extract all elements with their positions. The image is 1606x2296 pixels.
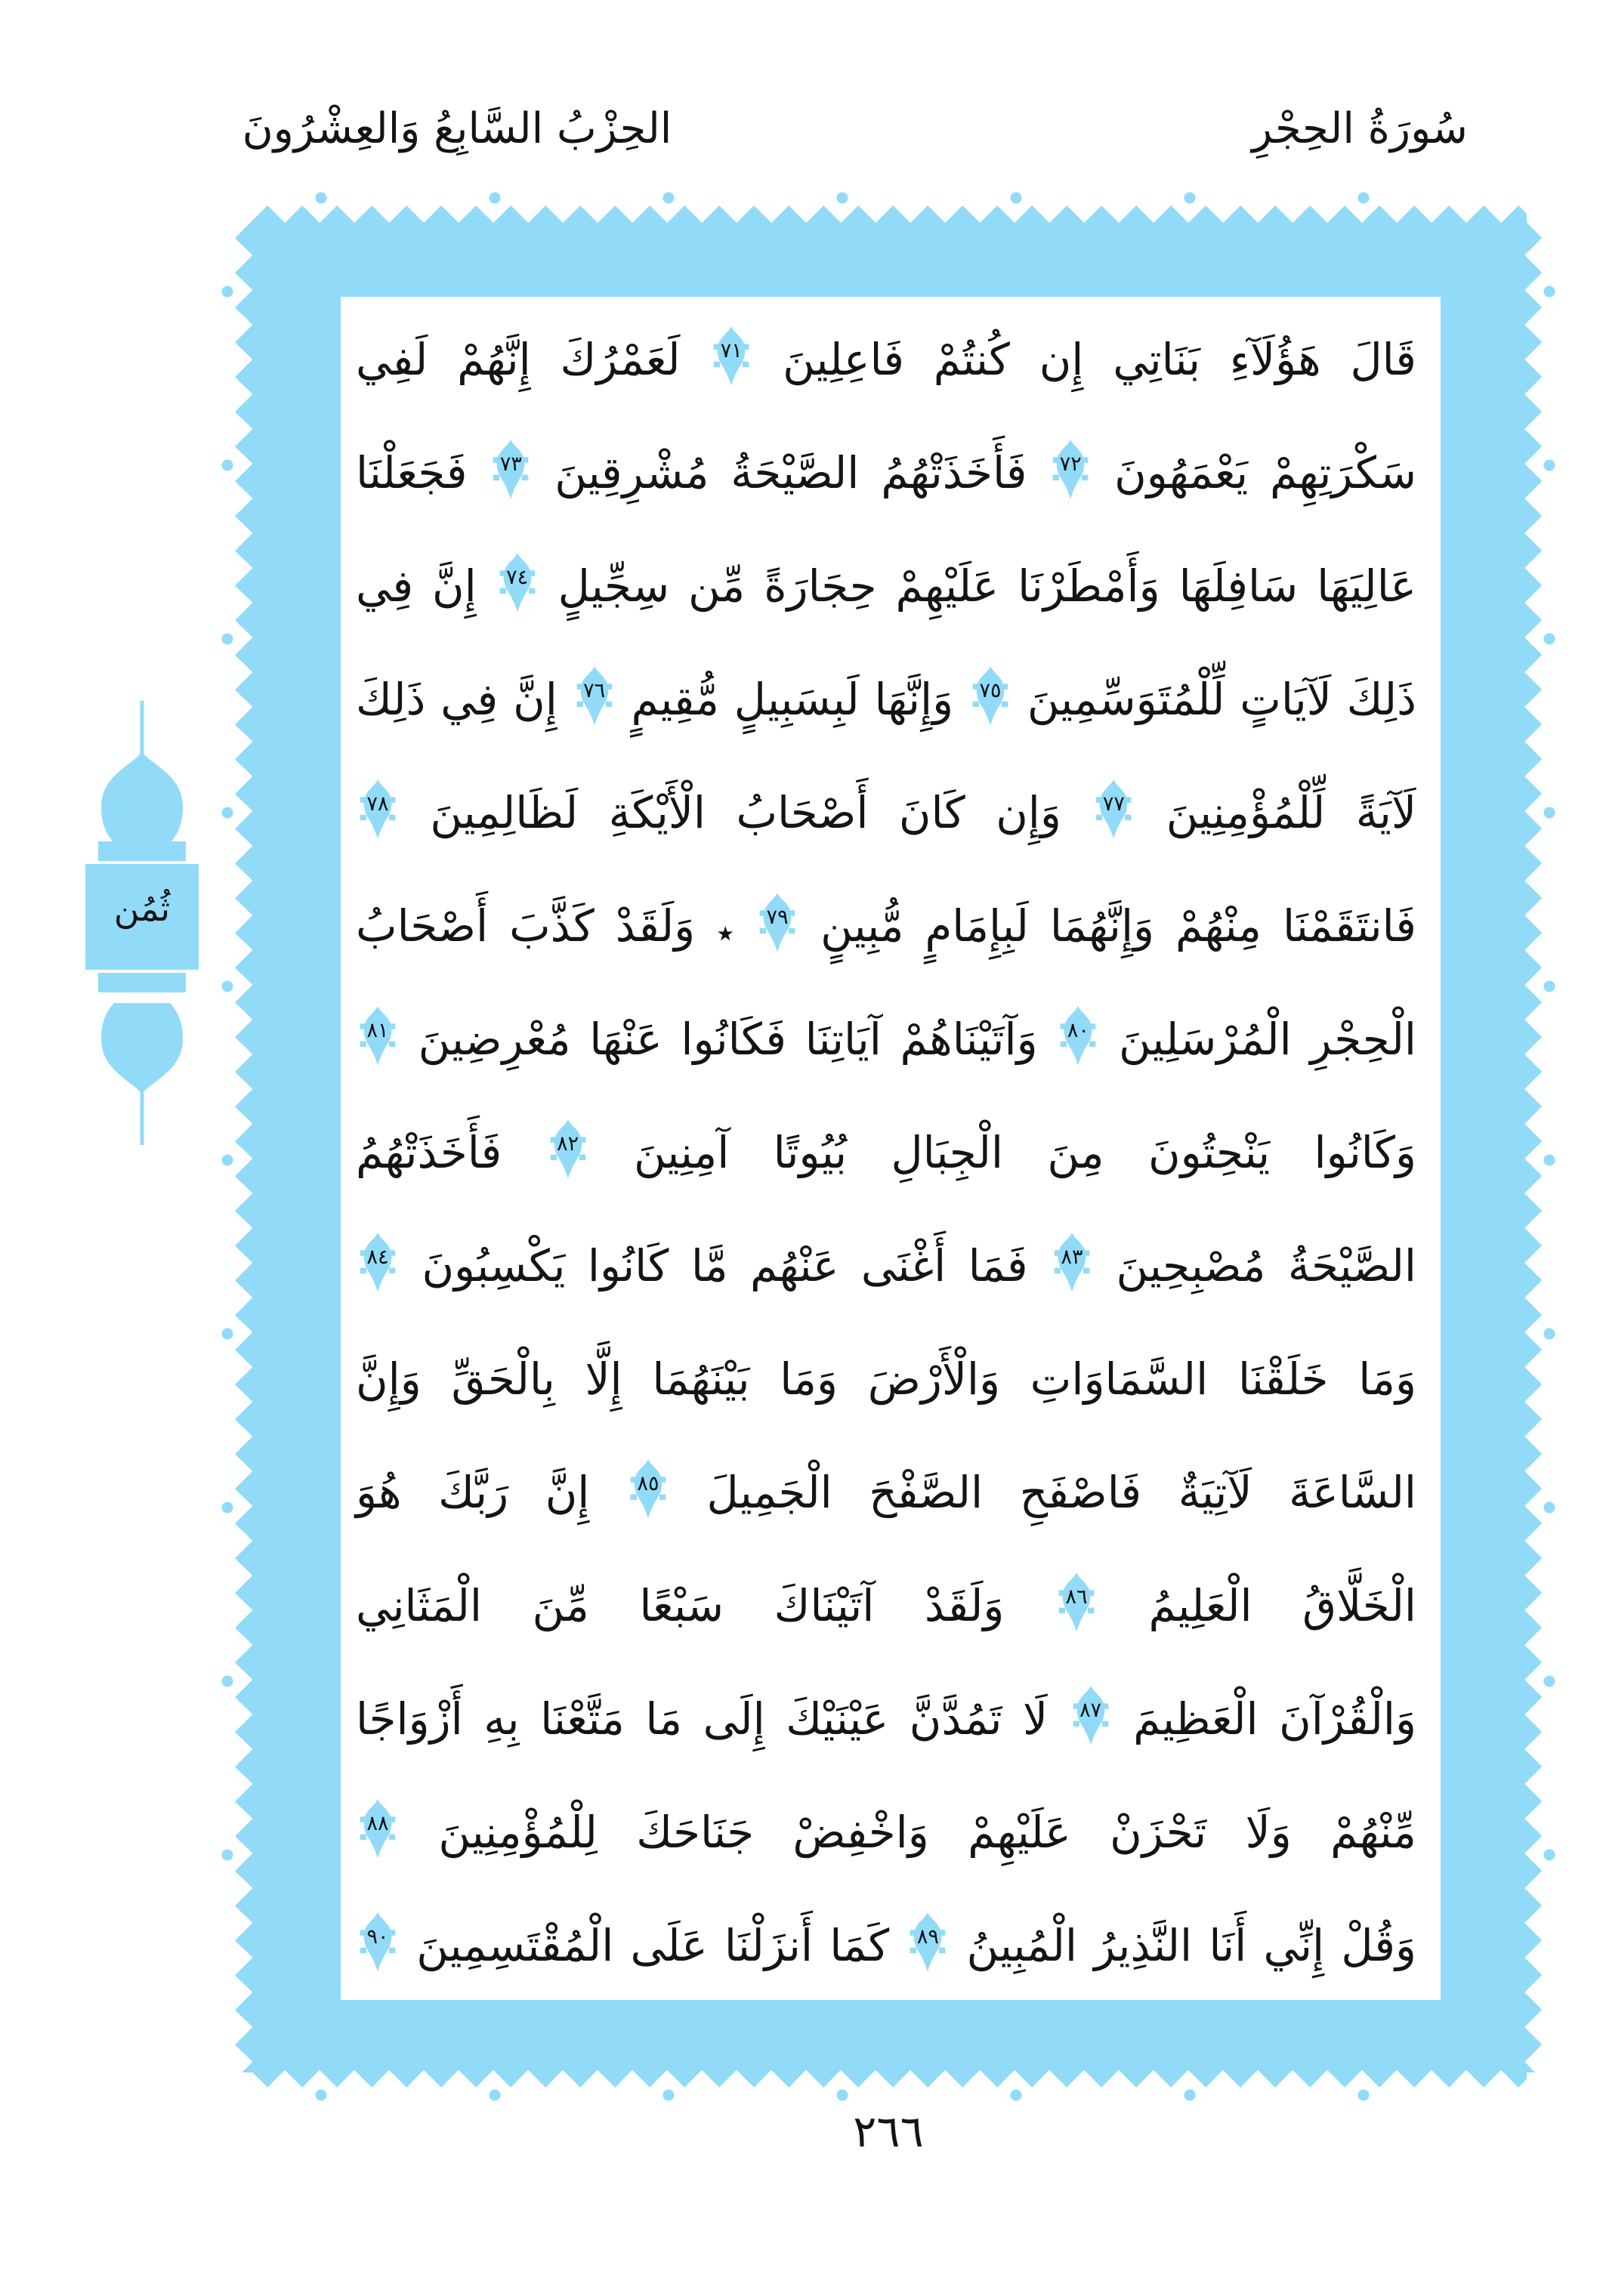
frame-dots-top <box>315 192 1462 204</box>
ayah-text: لَآيَةً لِّلْمُؤْمِنِينَ <box>1166 787 1417 838</box>
verse-number: ٨٥ <box>637 1472 659 1495</box>
verse-number: ٧٥ <box>979 679 1002 702</box>
verse-number: ٨٨ <box>366 1812 389 1835</box>
verse-end-marker <box>758 885 796 961</box>
verse-number: ٨١ <box>366 1019 389 1042</box>
frame-dots-bottom <box>315 2089 1462 2101</box>
page-number: ٢٦٦ <box>853 2106 924 2157</box>
ayah-text: عَالِيَهَا سَافِلَهَا وَأَمْطَرْنَا عَلَيْهِمْ حِجَارَةً مِّن سِجِّيلٍ <box>557 560 1417 612</box>
verse-end-marker <box>1059 998 1097 1074</box>
quran-line <box>356 1209 1416 1322</box>
ayah-text: قَالَ هَؤُلَآءِ بَنَاتِي إِن كُنتُمْ فَاعِلِينَ <box>783 334 1416 385</box>
frame-dots-right <box>1543 285 1555 2007</box>
verse-number: ٧٧ <box>1102 792 1125 816</box>
ayah-text: فَأَخَذَتْهُمُ الصَّيْحَةُ مُشْرِقِينَ <box>554 447 1027 498</box>
quran-line <box>356 303 1416 416</box>
verse-number: ٩٠ <box>366 1925 389 1949</box>
quran-line <box>356 869 1416 983</box>
ayah-text: وَإِنَّهَا لَبِسَبِيلٍ مُّقِيمٍ <box>631 674 954 725</box>
ayah-text: سَكْرَتِهِمْ يَعْمَهُونَ <box>1114 447 1417 498</box>
quran-line <box>356 756 1416 869</box>
verse-end-marker <box>359 1225 397 1301</box>
quran-line <box>356 1322 1416 1436</box>
ayah-text: لَعَمْرُكَ إِنَّهُمْ لَفِي <box>356 334 681 385</box>
ayah-text: الصَّيْحَةُ مُصْبِحِينَ <box>1116 1240 1417 1292</box>
quran-line <box>356 1436 1416 1549</box>
quran-line <box>356 529 1416 643</box>
verse-number: ٨٦ <box>1065 1585 1088 1609</box>
verse-end-marker <box>492 432 530 508</box>
thumn-label: ثُمُن <box>113 888 171 929</box>
verse-end-marker <box>359 998 397 1074</box>
verse-number: ٧١ <box>720 339 743 363</box>
quran-line <box>356 1776 1416 1889</box>
verse-end-marker <box>1058 1565 1095 1640</box>
verse-number: ٧٣ <box>499 452 522 476</box>
verse-end-marker <box>1053 1225 1091 1301</box>
verse-number: ٨٣ <box>1061 1245 1083 1269</box>
ayah-text: فَمَا أَغْنَى عَنْهُم مَّا كَانُوا يَكْسِبُونَ <box>422 1240 1028 1292</box>
verse-number: ٨٢ <box>557 1132 579 1156</box>
verse-end-marker <box>712 319 750 394</box>
verse-number: ٧٨ <box>366 792 389 816</box>
ayah-text: وَقُلْ إِنِّي أَنَا النَّذِيرُ الْمُبِينُ <box>966 1920 1416 1971</box>
quran-line <box>356 983 1416 1096</box>
verse-end-marker <box>359 1905 397 1980</box>
ayah-text: إِنَّ فِي <box>356 560 477 612</box>
rub-el-hizb-star-icon: ٭ <box>716 914 735 952</box>
frame-dots-left <box>221 285 233 2007</box>
ayah-text: الْخَلَّاقُ الْعَلِيمُ <box>1148 1580 1416 1631</box>
quran-line <box>356 1549 1416 1662</box>
quran-line <box>356 1662 1416 1776</box>
ayah-text: كَمَا أَنزَلْنَا عَلَى الْمُقْتَسِمِينَ <box>416 1920 890 1971</box>
ayah-text: وَآتَيْنَاهُمْ آيَاتِنَا فَكَانُوا عَنْهَا مُعْرِضِينَ <box>418 1014 1038 1065</box>
verse-end-marker <box>499 545 536 621</box>
verse-end-marker <box>359 1791 397 1867</box>
verse-number: ٧٢ <box>1059 452 1082 476</box>
hizb-header: الحِزْبُ السَّابِعُ وَالعِشْرُونَ <box>242 104 672 153</box>
verse-number: ٨٩ <box>916 1925 939 1949</box>
ayah-text: مِّنْهُمْ وَلَا تَحْزَنْ عَلَيْهِمْ وَاخْفِضْ جَنَاحَكَ لِلْمُؤْمِنِينَ <box>438 1807 1416 1858</box>
verse-number: ٨٧ <box>1079 1699 1102 1722</box>
verse-end-marker <box>359 772 397 847</box>
verse-end-marker <box>1072 1678 1110 1754</box>
quran-text-area <box>336 297 1436 2000</box>
verse-end-marker <box>971 659 1009 734</box>
verse-end-marker <box>629 1452 667 1527</box>
ayah-text: ذَلِكَ لَآيَاتٍ لِّلْمُتَوَسِّمِينَ <box>1027 674 1416 725</box>
thumn-side-marker <box>83 701 201 1145</box>
ayah-text: وَإِن كَانَ أَصْحَابُ الْأَيْكَةِ لَظَالِمِينَ <box>430 787 1061 838</box>
verse-number: ٧٩ <box>766 906 789 929</box>
ayah-text: لَا تَمُدَّنَّ عَيْنَيْكَ إِلَى مَا مَتَّعْنَا بِهِ أَزْوَاجًا <box>356 1693 1049 1745</box>
verse-end-marker <box>1052 432 1089 508</box>
ayah-text: فَجَعَلْنَا <box>356 447 468 498</box>
verse-end-marker <box>549 1112 587 1187</box>
quran-line <box>356 416 1416 529</box>
verse-number: ٨٤ <box>366 1245 389 1269</box>
quran-line <box>356 1889 1416 2002</box>
ayah-text: السَّاعَةَ لَآتِيَةٌ فَاصْفَحِ الصَّفْحَ الْجَمِيلَ <box>706 1467 1416 1518</box>
quran-line <box>356 1096 1416 1209</box>
verse-number: ٨٠ <box>1067 1019 1089 1042</box>
ayah-text: وَكَانُوا يَنْحِتُونَ مِنَ الْجِبَالِ بُيُوتًا آمِنِينَ <box>633 1127 1417 1178</box>
ayah-text: فَأَخَذَتْهُمُ <box>356 1127 502 1178</box>
ayah-text: فَانتَقَمْنَا مِنْهُمْ وَإِنَّهُمَا لَبِإِمَامٍ مُّبِينٍ <box>820 900 1417 952</box>
verse-end-marker <box>1095 772 1132 847</box>
verse-number: ٧٦ <box>583 679 606 702</box>
verse-end-marker <box>576 659 613 734</box>
ayah-text: الْحِجْرِ الْمُرْسَلِينَ <box>1118 1014 1417 1065</box>
quran-line <box>356 643 1416 756</box>
verse-end-marker <box>909 1905 947 1980</box>
verse-number: ٧٤ <box>506 566 529 589</box>
ayah-text: وَالْقُرْآنَ الْعَظِيمَ <box>1133 1693 1416 1745</box>
ayah-text: إِنَّ رَبَّكَ هُوَ <box>356 1467 590 1518</box>
surah-header: سُورَةُ الحِجْرِ <box>1252 104 1468 153</box>
ayah-text: وَلَقَدْ كَذَّبَ أَصْحَابُ <box>356 900 696 952</box>
ayah-text: إِنَّ فِي ذَلِكَ <box>356 674 557 725</box>
ayah-text: وَمَا خَلَقْنَا السَّمَاوَاتِ وَالْأَرْضَ وَمَا بَيْنَهُمَا إِلَّا بِالْحَقِّ وَإِنَّ <box>356 1353 1416 1405</box>
ayah-text: وَلَقَدْ آتَيْنَاكَ سَبْعًا مِّنَ الْمَثَانِي <box>356 1580 1005 1631</box>
